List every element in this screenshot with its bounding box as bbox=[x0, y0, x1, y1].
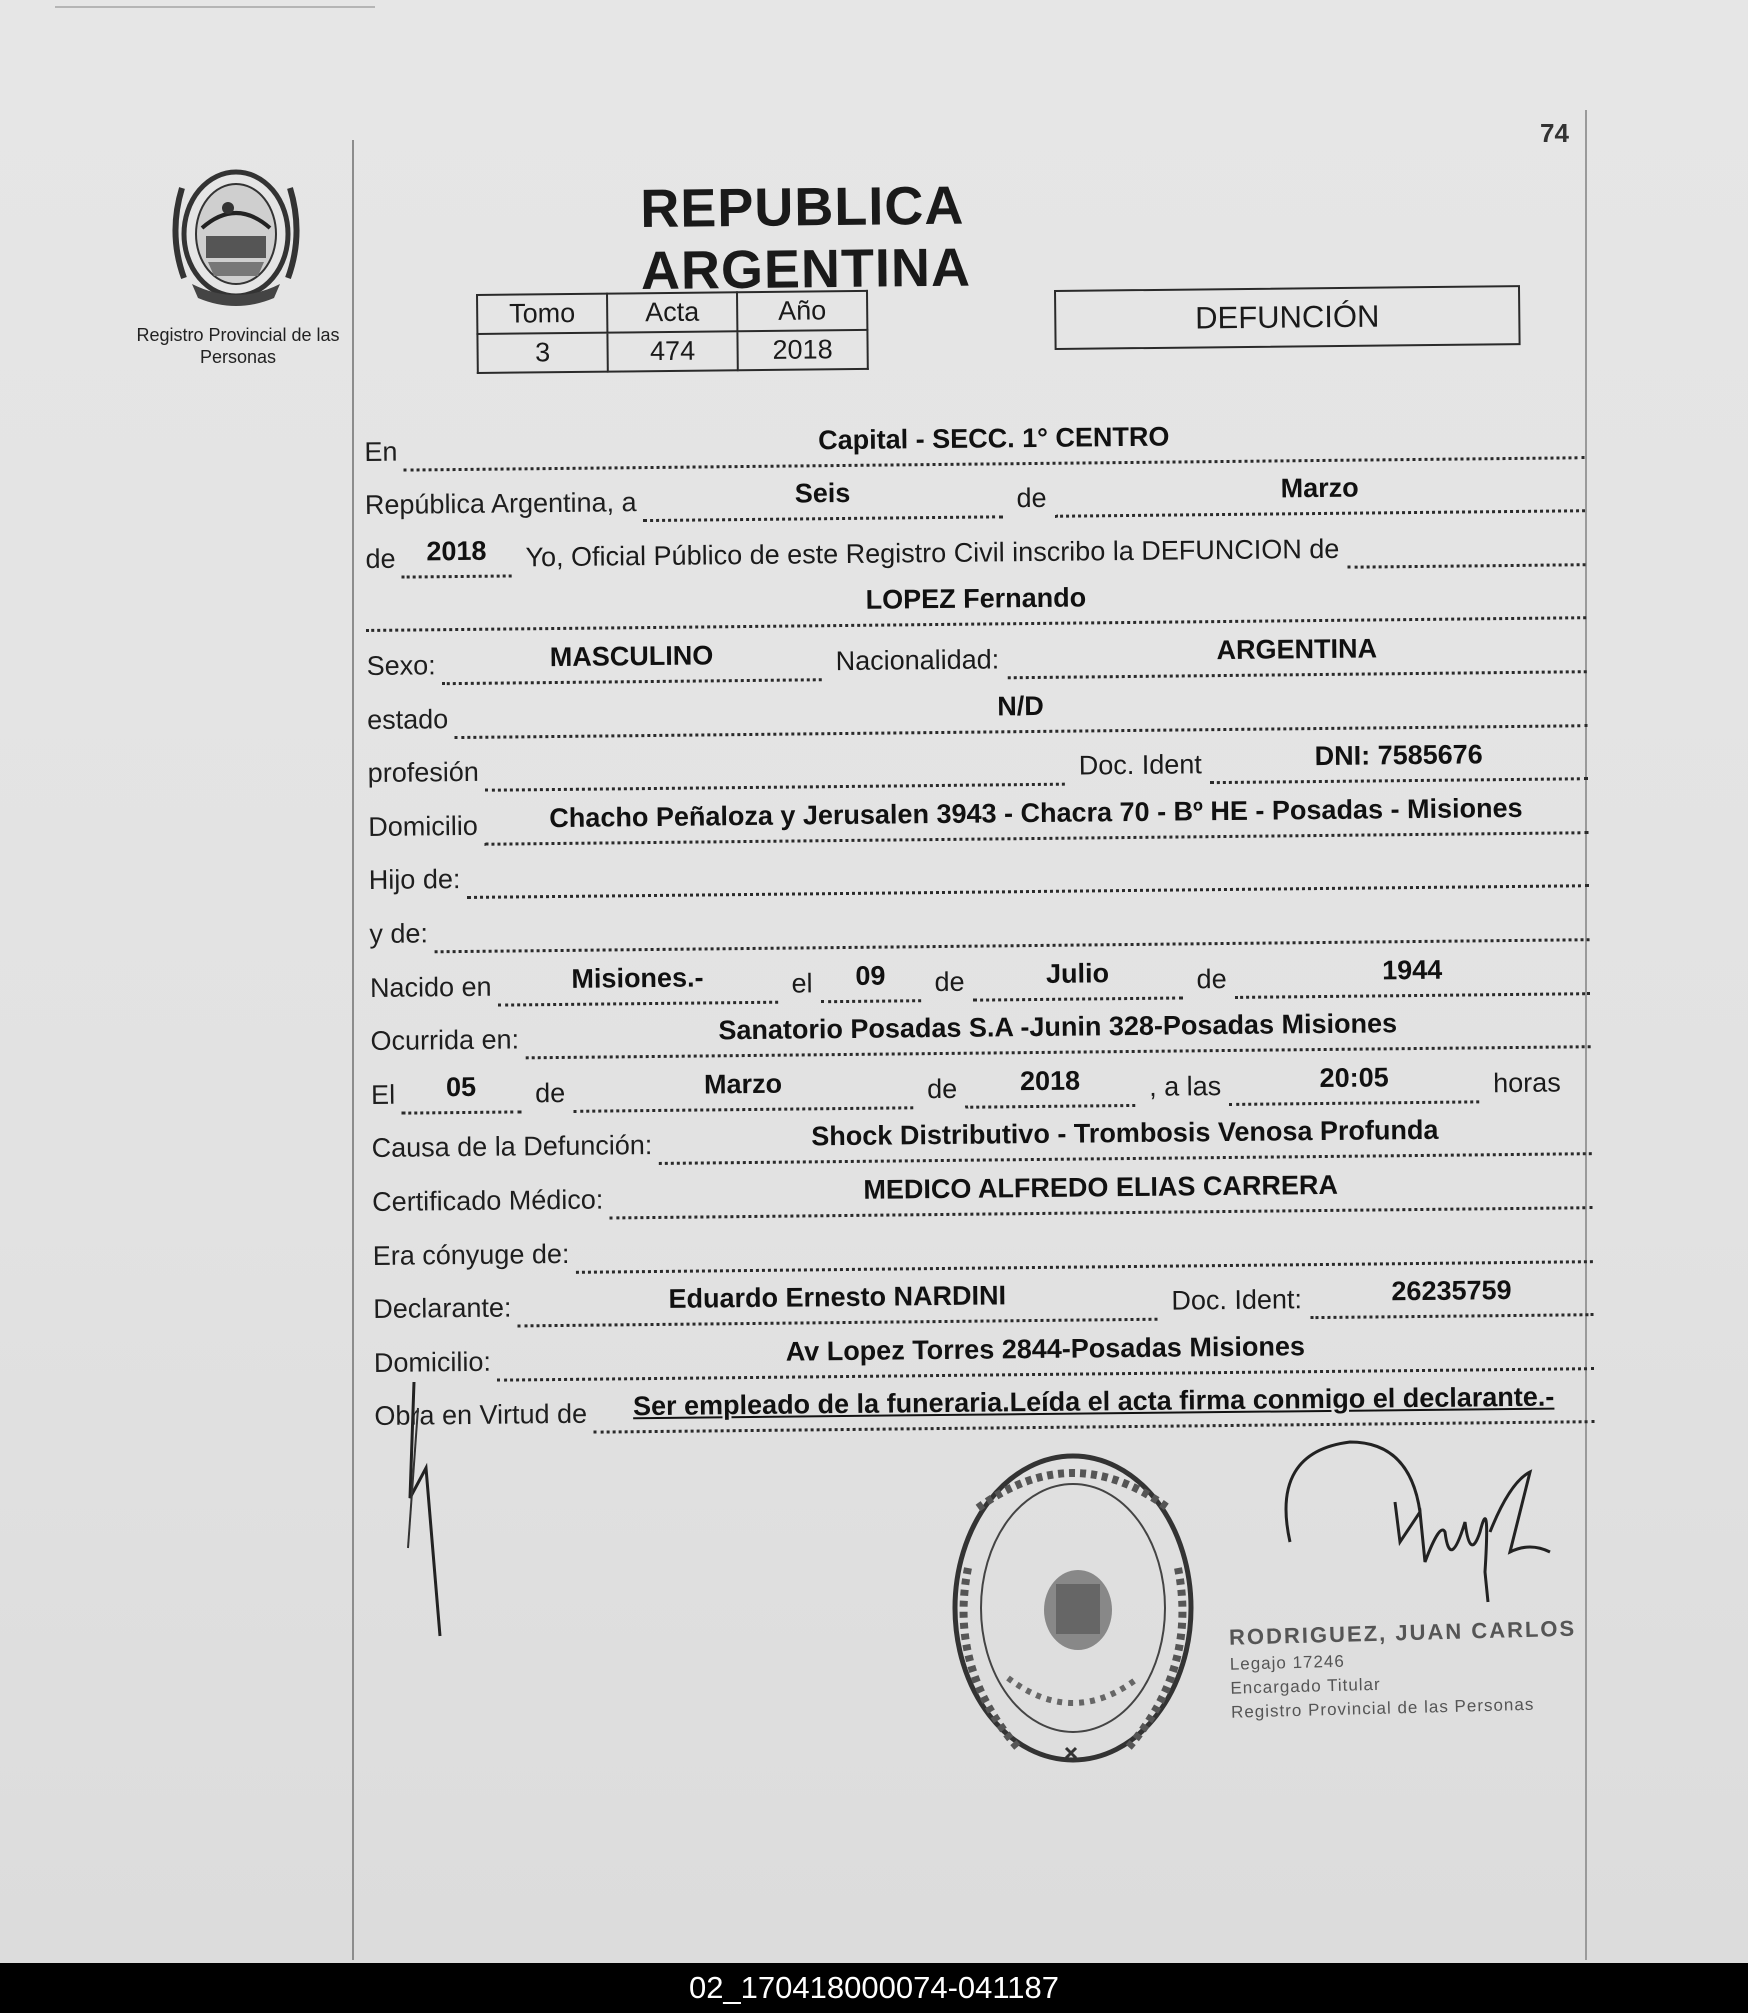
domicilio-field: Chacho Peñaloza y Jerusalen 3943 - Chacra 70 - Bº HE - Posadas - Misiones bbox=[484, 792, 1589, 846]
domicilio2-label: Domicilio: bbox=[373, 1346, 492, 1378]
value-acta: 474 bbox=[607, 331, 737, 371]
document-title: REPUBLICA ARGENTINA bbox=[640, 175, 972, 301]
estado-field: N/D bbox=[454, 685, 1587, 739]
obra-field: Ser empleado de la funeraria.Leída el acta firma conmigo el declarante.- bbox=[593, 1381, 1595, 1433]
doc-ident-label: Doc. Ident bbox=[1078, 749, 1202, 781]
month-field: Marzo bbox=[1054, 470, 1585, 518]
de-birth-month-label: de bbox=[934, 966, 965, 997]
domicilio2-field: Av Lopez Torres 2844-Posadas Misiones bbox=[497, 1328, 1594, 1381]
officer-role: Encargado Titular bbox=[1230, 1674, 1381, 1698]
margin-signature-mark bbox=[400, 1378, 460, 1638]
file-code-footer: 02_170418000074-041187 bbox=[0, 1963, 1748, 2013]
hijo-label: Hijo de: bbox=[368, 864, 461, 896]
horas-label: horas bbox=[1493, 1067, 1561, 1098]
officer-registry: Registro Provincial de las Personas bbox=[1230, 1694, 1535, 1722]
declarante-field: Eduardo Ernesto NARDINI bbox=[517, 1279, 1157, 1328]
day-word-field: Seis bbox=[642, 477, 1002, 523]
sexo-label: Sexo: bbox=[366, 650, 436, 681]
value-ano: 2018 bbox=[737, 330, 867, 370]
de-birth-year-label: de bbox=[1196, 963, 1227, 994]
certificado-label: Certificado Médico: bbox=[372, 1184, 604, 1217]
a-las-label: , a las bbox=[1148, 1070, 1222, 1102]
causa-label: Causa de la Defunción: bbox=[371, 1130, 653, 1164]
ocurrida-field: Sanatorio Posadas S.A -Junin 328-Posadas Misiones bbox=[525, 1006, 1591, 1059]
certificado-field: MEDICO ALFREDO ELIAS CARRERA bbox=[609, 1167, 1592, 1219]
value-tomo: 3 bbox=[477, 333, 607, 373]
birth-day-field: 09 bbox=[820, 960, 920, 1003]
officer-signature bbox=[1270, 1432, 1570, 1612]
republica-label: República Argentina, a bbox=[364, 487, 637, 521]
sexo-field: MASCULINO bbox=[441, 639, 821, 685]
profesion-field bbox=[485, 745, 1065, 792]
row-obra bbox=[374, 1370, 1600, 1436]
nacido-label: Nacido en bbox=[369, 971, 492, 1003]
death-day-field: 05 bbox=[401, 1071, 521, 1114]
officer-name: RODRIGUEZ, JUAN CARLOS bbox=[1228, 1615, 1577, 1650]
left-margin-line bbox=[352, 140, 354, 1960]
death-time-field: 20:05 bbox=[1229, 1061, 1479, 1106]
estado-label: estado bbox=[367, 703, 449, 735]
official-stamp-icon bbox=[948, 1448, 1198, 1778]
death-year-field: 2018 bbox=[965, 1065, 1135, 1109]
year-field: 2018 bbox=[401, 535, 511, 578]
de-death-year-label: de bbox=[926, 1073, 958, 1104]
register-table bbox=[476, 290, 869, 374]
nacionalidad-field: ARGENTINA bbox=[1007, 631, 1587, 679]
officer-legajo: Legajo 17246 bbox=[1229, 1651, 1346, 1674]
de-death-month-label: de bbox=[534, 1077, 566, 1108]
el-label: el bbox=[791, 967, 813, 999]
doc-ident-field: DNI: 7585676 bbox=[1210, 738, 1588, 784]
page-number: 74 bbox=[1540, 118, 1569, 148]
certificate-form bbox=[364, 405, 1601, 1436]
en-label: En bbox=[364, 436, 398, 467]
domicilio-label: Domicilio bbox=[368, 810, 478, 842]
inscribo-text: Yo, Oficial Público de este Registro Civil inscribo la DEFUNCION de bbox=[525, 533, 1340, 573]
birth-month-field: Julio bbox=[972, 957, 1182, 1001]
death-month-field: Marzo bbox=[573, 1067, 913, 1113]
deceased-name-field: LOPEZ Fernando bbox=[366, 578, 1586, 633]
declarante-label: Declarante: bbox=[373, 1292, 512, 1325]
nacionalidad-label: Nacionalidad: bbox=[835, 644, 1000, 677]
conyuge-label: Era cónyuge de: bbox=[372, 1238, 570, 1271]
profesion-label: profesión bbox=[367, 756, 479, 789]
declarante-doc-field: 26235759 bbox=[1310, 1274, 1594, 1319]
birth-place-field: Misiones.- bbox=[497, 961, 777, 1006]
en-field: Capital - SECC. 1° CENTRO bbox=[403, 417, 1584, 471]
document-type-box: DEFUNCIÓN bbox=[1054, 285, 1521, 350]
obra-label: Obra en Virtud de bbox=[374, 1399, 588, 1432]
el-cap-label: El bbox=[370, 1079, 396, 1110]
officer-stamp-block bbox=[1229, 1615, 1591, 1722]
province-seal-icon bbox=[162, 158, 310, 308]
declarante-doc-label: Doc. Ident: bbox=[1171, 1284, 1303, 1316]
registry-name: Registro Provincial de las Personas bbox=[136, 325, 340, 367]
birth-year-field: 1944 bbox=[1234, 953, 1590, 999]
ocurrida-label: Ocurrida en: bbox=[370, 1024, 520, 1057]
top-scratch-mark bbox=[55, 6, 375, 8]
de-year-label: de bbox=[365, 543, 396, 574]
causa-field: Shock Distributivo - Trombosis Venosa Profunda bbox=[658, 1113, 1592, 1165]
header-ano: Año bbox=[737, 291, 867, 331]
header-acta: Acta bbox=[607, 292, 737, 332]
de-label: de bbox=[1016, 483, 1047, 514]
y-de-label: y de: bbox=[369, 918, 429, 949]
header-tomo: Tomo bbox=[477, 294, 607, 334]
inscribo-trail-field bbox=[1347, 525, 1586, 568]
